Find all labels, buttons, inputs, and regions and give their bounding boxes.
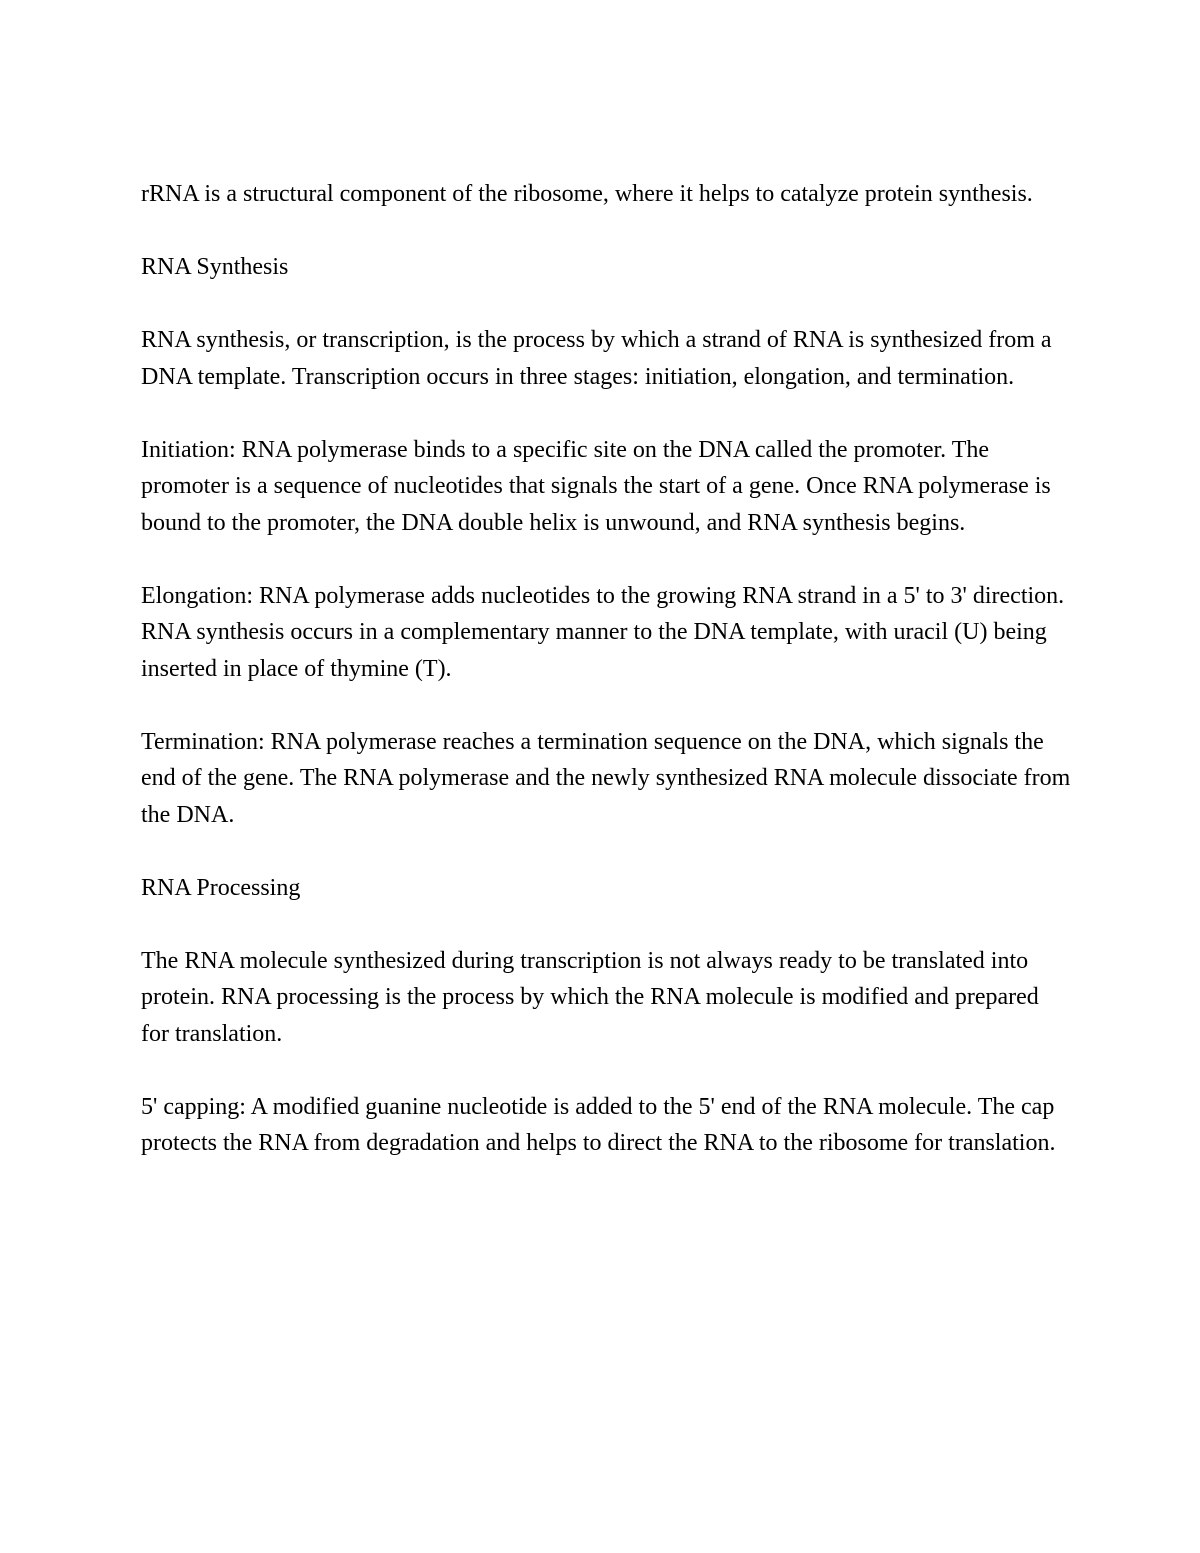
document-body — [141, 176, 1071, 1162]
paragraph-initiation: Initiation: RNA polymerase binds to a specific site on the DNA called the promoter. The promoter is a sequence of nucleotides that signals the start of a gene. Once RNA polymerase is bound to the promoter, the DNA double helix is unwound, and RNA synthesis begins. — [141, 436, 1051, 536]
paragraph-rrna-intro: rRNA is a structural component of the ribosome, where it helps to catalyze protein synthesis. — [141, 181, 1033, 207]
paragraph-rna-processing: The RNA molecule synthesized during transcription is not always ready to be translated into protein. RNA processing is the process by which the RNA molecule is modified and prepared for translation. — [141, 947, 1039, 1047]
heading-rna-processing: RNA Processing — [141, 874, 301, 901]
paragraph-termination: Termination: RNA polymerase reaches a termination sequence on the DNA, which signals the end of the gene. The RNA polymerase and the newly synthesized RNA molecule dissociate from the DNA. — [141, 728, 1071, 828]
heading-rna-synthesis: RNA Synthesis — [141, 254, 289, 280]
paragraph-rna-synthesis: RNA synthesis, or transcription, is the process by which a strand of RNA is synthesized from a DNA template. Transcription occurs in three stages: initiation, elongation, and termination. — [141, 327, 1052, 390]
paragraph-elongation: Elongation: RNA polymerase adds nucleotides to the growing RNA strand in a 5' to 3' direction. RNA synthesis occurs in a complementary manner to the DNA template, with uracil (U) being inserted in place of thymine (T). — [141, 582, 1065, 682]
paragraph-5-capping: 5' capping: A modified guanine nucleotide is added to the 5' end of the RNA molecule. The cap protects the RNA from degradation and helps to direct the RNA to the ribosome for translation. — [141, 1093, 1056, 1156]
